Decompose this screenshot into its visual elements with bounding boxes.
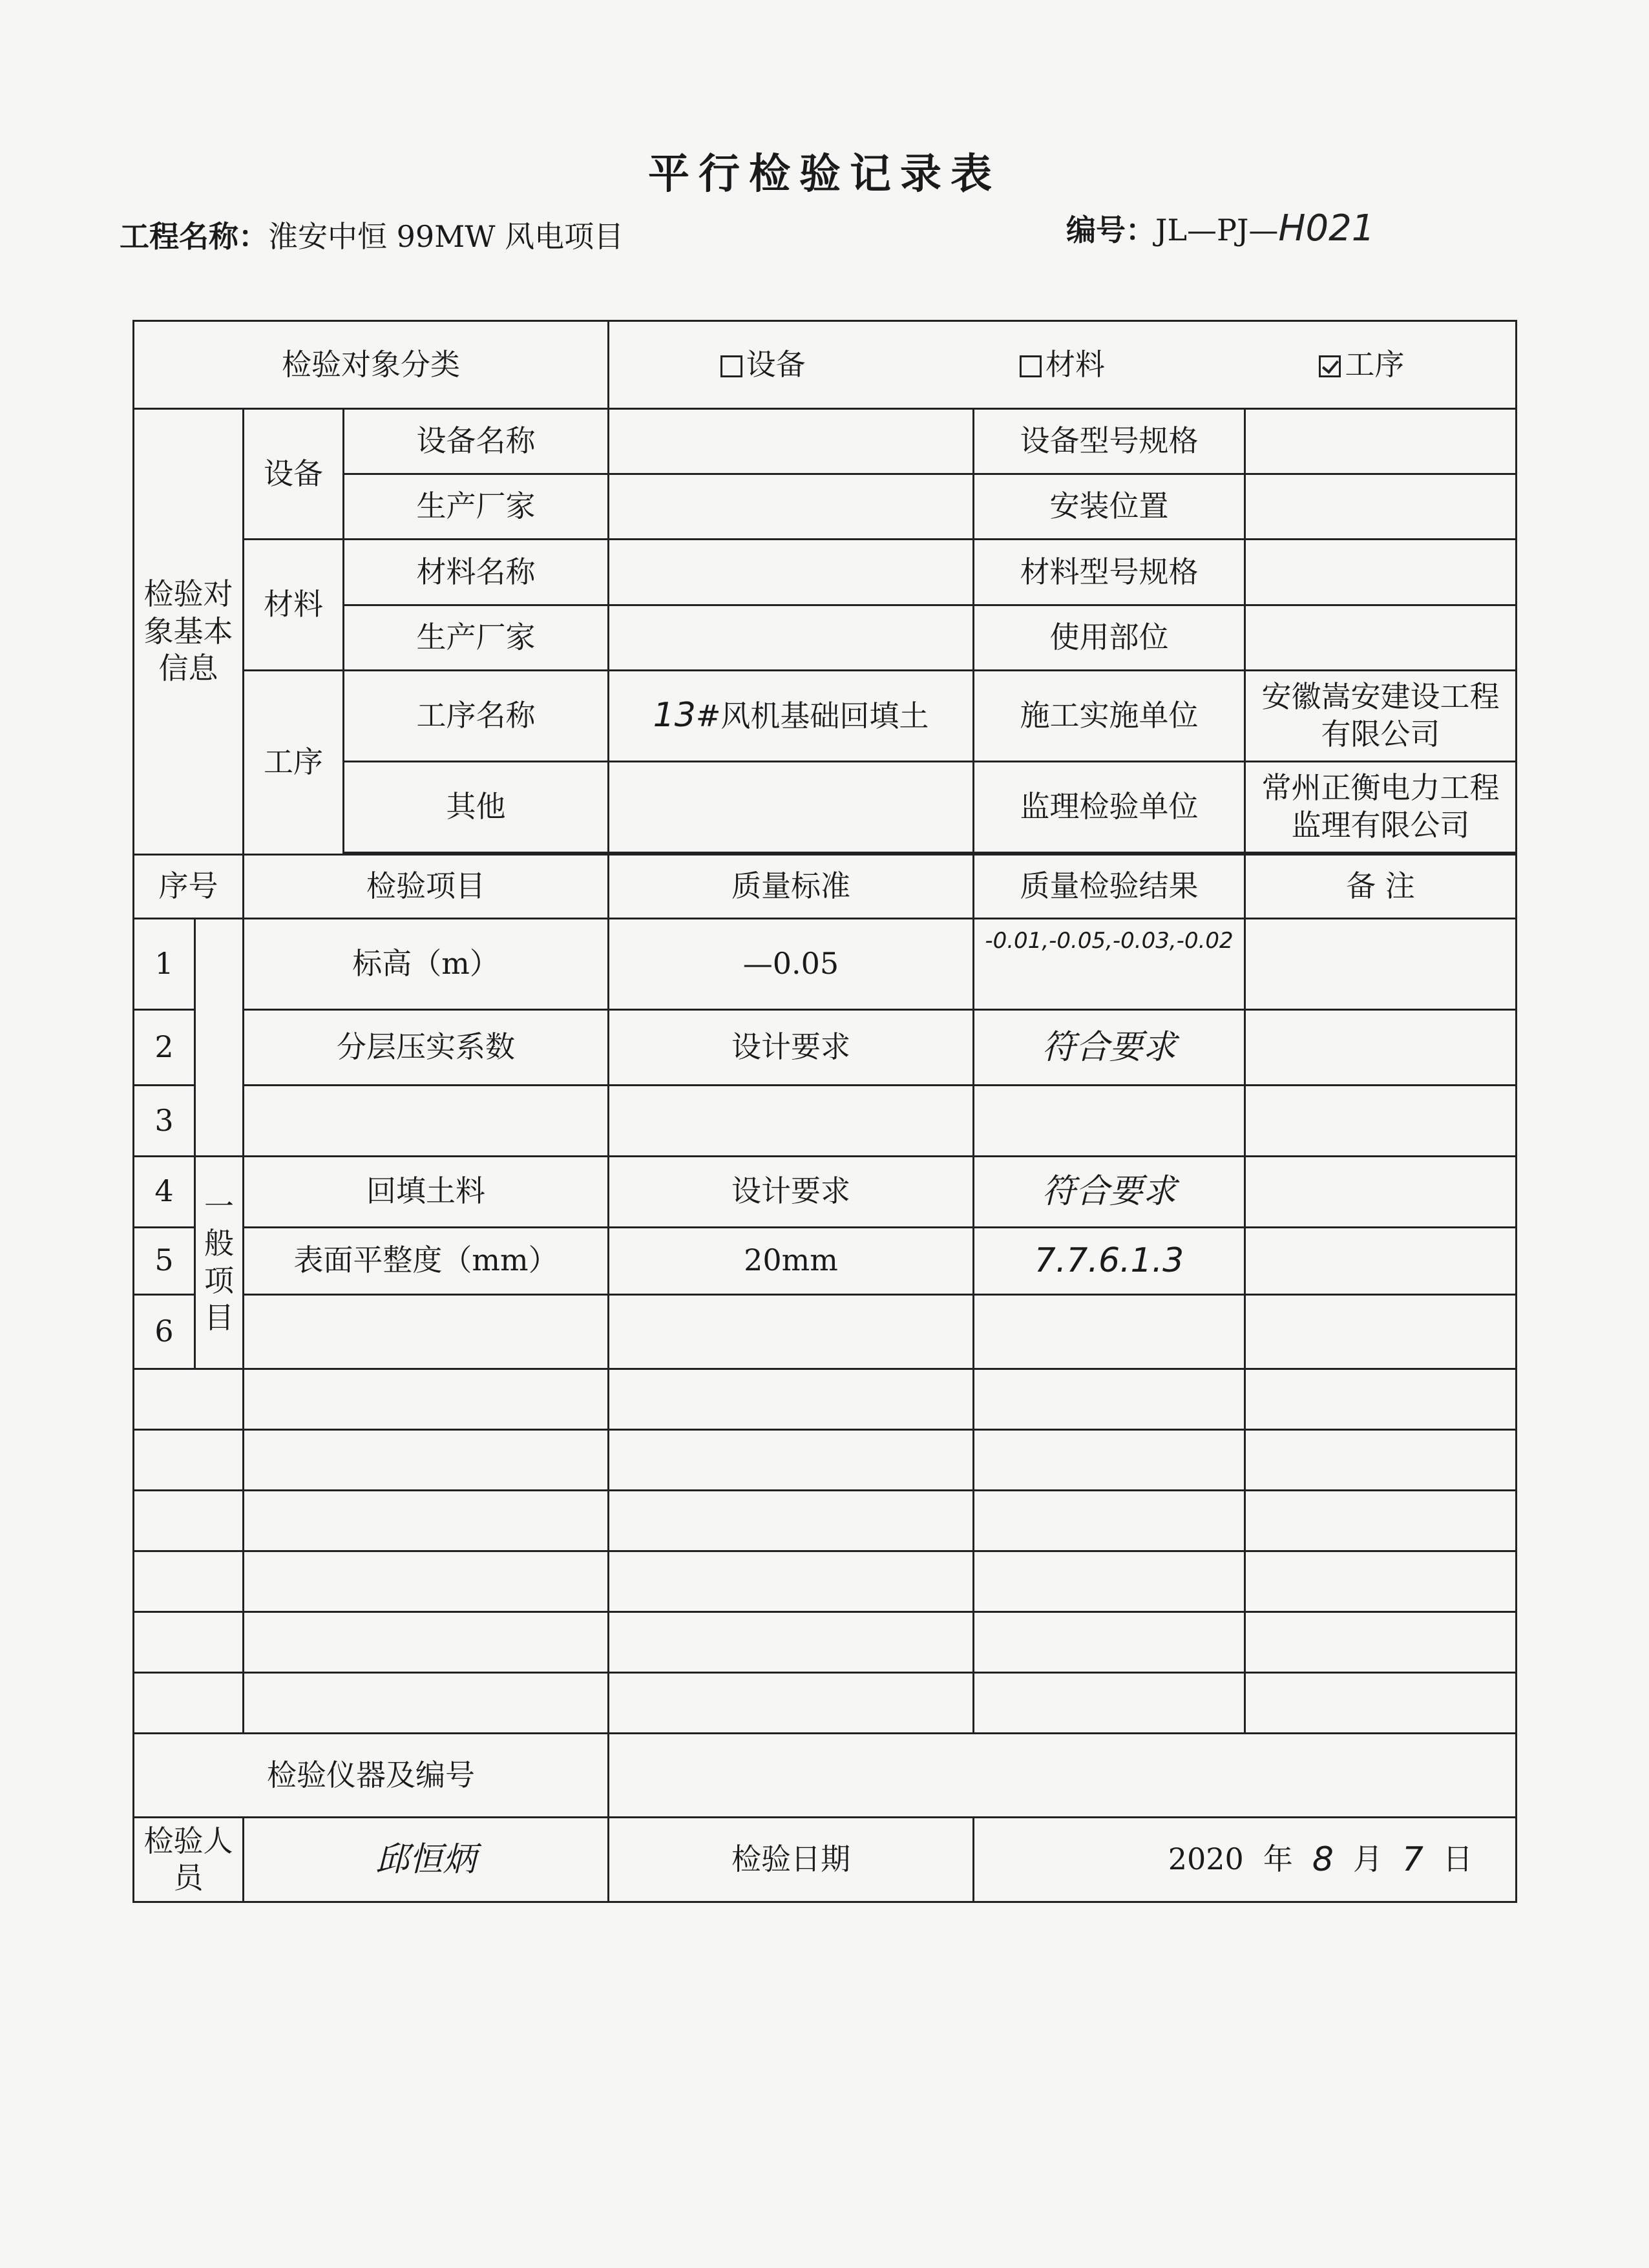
empty-cell[interactable] [134,1612,244,1672]
material-name-value[interactable] [609,540,974,605]
project-label: 工程名称： [120,219,268,254]
usage-part-value[interactable] [1245,605,1517,670]
material-maker-label: 生产厂家 [344,605,609,670]
empty-cell[interactable] [134,1429,244,1490]
seq-cell: 5 [134,1227,195,1294]
empty-cell[interactable] [244,1369,609,1429]
item-result[interactable]: 符合要求 [974,1010,1245,1086]
category-row [134,321,1517,409]
project-value: 淮安中恒 99MW 风电项目 [268,219,624,254]
date-year-label: 年 [1263,1842,1293,1877]
process-name-value[interactable]: 13#风机基础回填土 [609,670,974,761]
item-remark[interactable] [1245,1086,1517,1157]
item-name: 分层压实系数 [244,1010,609,1086]
item-name: 回填土料 [244,1156,609,1227]
seq-cell: 3 [134,1086,195,1157]
empty-cell[interactable] [134,1490,244,1551]
option-equipment[interactable]: 设备 [720,346,806,384]
item-remark[interactable] [1245,919,1517,1010]
instrument-row [134,1733,1517,1818]
process-name-row [134,670,1517,761]
material-model-value[interactable] [1245,540,1517,605]
table-row [134,1490,1517,1551]
equipment-group-label: 设备 [244,408,344,540]
empty-cell[interactable] [974,1612,1245,1672]
date-month-label: 月 [1352,1842,1383,1877]
install-location-value[interactable] [1245,474,1517,540]
process-checkbox-checked[interactable] [1319,355,1341,377]
seq-cell: 1 [134,919,195,1010]
empty-cell[interactable] [974,1551,1245,1612]
table-row [134,1369,1517,1429]
empty-cell[interactable] [1245,1490,1517,1551]
date-year: 2020 [1168,1842,1244,1877]
general-group-label: 一般项目 [195,1156,244,1369]
empty-cell[interactable] [609,1429,974,1490]
equipment-name-value[interactable] [609,408,974,474]
option-process[interactable]: 工序 [1319,346,1404,384]
item-result[interactable]: -0.01,-0.05,-0.03,-0.02 [974,919,1245,1010]
item-header: 检验项目 [244,855,609,919]
empty-cell[interactable] [609,1490,974,1551]
number-label: 编号： [1066,213,1155,247]
other-value[interactable] [609,761,974,852]
inspector-label: 检验人员 [134,1818,244,1902]
equipment-checkbox[interactable] [720,355,742,377]
items-header-row [134,855,1517,919]
seq-cell: 6 [134,1294,195,1369]
empty-cell[interactable] [134,1551,244,1612]
item-result[interactable] [974,1086,1245,1157]
number-prefix: JL—PJ— [1155,213,1279,247]
category-label: 检验对象分类 [134,321,609,409]
empty-cell[interactable] [1245,1612,1517,1672]
empty-cell[interactable] [974,1490,1245,1551]
item-remark[interactable] [1245,1010,1517,1086]
item-result[interactable]: 7.7.6.1.3 [974,1227,1245,1294]
table-row [134,1294,1517,1369]
inspector-row [134,1818,1517,1902]
equipment-name-label: 设备名称 [344,408,609,474]
item-remark[interactable] [1245,1294,1517,1369]
process-name-label: 工序名称 [344,670,609,761]
material-group-label: 材料 [244,540,344,671]
table-row [134,1156,1517,1227]
empty-cell[interactable] [244,1612,609,1672]
item-standard: 设计要求 [609,1010,974,1086]
empty-cell[interactable] [244,1490,609,1551]
date-value[interactable] [974,1818,1517,1902]
item-result[interactable]: 符合要求 [974,1156,1245,1227]
option-material[interactable]: 材料 [1020,346,1105,384]
empty-cell[interactable] [244,1551,609,1612]
item-standard [609,1086,974,1157]
category-options [609,321,1517,409]
equipment-maker-value[interactable] [609,474,974,540]
table-row [134,1612,1517,1672]
date-month: 8 [1312,1840,1334,1879]
empty-cell[interactable] [244,1429,609,1490]
standard-header: 质量标准 [609,855,974,919]
table-row [134,1672,1517,1733]
record-number [1066,207,1374,249]
item-standard: 设计要求 [609,1156,974,1227]
form-title: 平行检验记录表 [648,150,1001,198]
other-label: 其他 [344,761,609,852]
supervision-unit-value: 常州正衡电力工程监理有限公司 [1245,761,1517,852]
construction-unit-label: 施工实施单位 [974,670,1245,761]
material-model-label: 材料型号规格 [974,540,1245,605]
item-standard: —0.05 [609,919,974,1010]
empty-cell[interactable] [974,1369,1245,1429]
empty-cell[interactable] [609,1551,974,1612]
inspection-table [132,320,1517,1903]
material-name-row [134,540,1517,605]
equipment-maker-label: 生产厂家 [344,474,609,540]
empty-cell[interactable] [974,1672,1245,1733]
supervision-unit-label: 监理检验单位 [974,761,1245,852]
result-header: 质量检验结果 [974,855,1245,919]
empty-cell[interactable] [134,1672,244,1733]
number-handwritten: H021 [1278,207,1375,249]
material-maker-value[interactable] [609,605,974,670]
empty-cell[interactable] [974,1429,1245,1490]
usage-part-label: 使用部位 [974,605,1245,670]
equipment-model-label: 设备型号规格 [974,408,1245,474]
seq-cell: 2 [134,1010,195,1086]
table-row [134,919,1517,1010]
empty-cell[interactable] [609,1672,974,1733]
table-row [134,1551,1517,1612]
item-name [244,1294,609,1369]
seq-header: 序号 [134,855,244,919]
process-group-label: 工序 [244,670,344,854]
date-label: 检验日期 [609,1818,974,1902]
remark-header: 备 注 [1245,855,1517,919]
construction-unit-value: 安徽嵩安建设工程有限公司 [1245,670,1517,761]
date-day: 7 [1402,1840,1423,1879]
instrument-label: 检验仪器及编号 [134,1733,609,1818]
empty-cell[interactable] [1245,1551,1517,1612]
material-checkbox[interactable] [1020,355,1042,377]
empty-cell[interactable] [1245,1429,1517,1490]
item-name: 表面平整度（mm） [244,1227,609,1294]
empty-cell[interactable] [134,1369,244,1429]
item-result[interactable] [974,1294,1245,1369]
material-name-label: 材料名称 [344,540,609,605]
main-group-cell [195,919,244,1157]
empty-cell[interactable] [1245,1369,1517,1429]
empty-cell[interactable] [1245,1672,1517,1733]
empty-cell[interactable] [609,1612,974,1672]
basic-info-label: 检验对象基本信息 [134,408,244,854]
table-row [134,1010,1517,1086]
table-row [134,1227,1517,1294]
item-name [244,1086,609,1157]
seq-cell: 4 [134,1156,195,1227]
empty-cell[interactable] [244,1672,609,1733]
item-remark[interactable] [1245,1156,1517,1227]
equipment-name-row [134,408,1517,474]
item-standard: 20mm [609,1227,974,1294]
install-location-label: 安装位置 [974,474,1245,540]
inspector-signature[interactable]: 邱恒炳 [244,1818,609,1902]
table-row [134,1429,1517,1490]
instrument-value[interactable] [609,1733,1517,1818]
item-remark[interactable] [1245,1227,1517,1294]
project-name [120,213,624,256]
equipment-model-value[interactable] [1245,408,1517,474]
date-day-label: 日 [1443,1842,1473,1877]
item-name: 标高（m） [244,919,609,1010]
empty-cell[interactable] [609,1369,974,1429]
item-standard [609,1294,974,1369]
table-row [134,1086,1517,1157]
process-name-hand: 13 [653,696,696,735]
